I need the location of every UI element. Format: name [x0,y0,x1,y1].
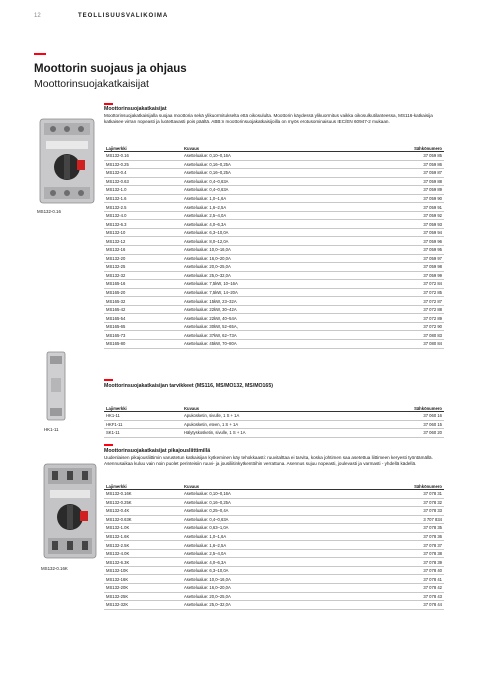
table-row [104,498,444,507]
product-code-cell: 37 072 89 [374,314,444,323]
product-code-cell: 37 080 84 [374,340,444,349]
product-code-cell: 37 072 84 [374,280,444,289]
description-cell: Asettelualue: 2,5–4,0A [182,211,374,220]
description-cell: Asettelualue: 0,4–0,63A [182,515,374,524]
product-type-cell: MS132-1.0 [104,186,182,195]
product-code-cell: 37 060 15 [374,420,444,429]
section1-heading: Moottorinsuojakatkaisijat [104,106,167,112]
table-row [104,263,444,272]
product-type-cell: MS132-2.5 [104,203,182,212]
title-accent-bar [34,53,46,55]
col-desc-header: Kuvaus [182,145,374,152]
product-type-cell: MS132-0.4K [104,507,182,516]
product-type-cell: HK1-11 [104,412,182,421]
product-type-cell: MS132-0.63 [104,177,182,186]
page-subtitle: Moottorinsuojakatkaisijat [34,78,149,90]
table-row [104,228,444,237]
page-number: 12 [34,13,41,19]
product-code-cell: 37 078 35 [374,524,444,533]
section1-accent-bar [104,103,113,105]
product-code-cell: 37 059 97 [374,254,444,263]
table-row [104,566,444,575]
description-cell: Asettelualue: 37kW, 62–73A [182,331,374,340]
product-type-cell: MS132-4.0 [104,211,182,220]
col-type-header: Lajimerkki [104,405,182,412]
product-type-cell: MS132-10K [104,566,182,575]
product-code-cell: 37 072 88 [374,305,444,314]
table-row [104,322,444,331]
product-code-cell: 37 078 37 [374,541,444,550]
col-code-header: Sähkönumero [374,405,444,412]
description-cell: Asettelualue: 0,4–0,63A [182,177,374,186]
product-type-cell: MS165-80 [104,340,182,349]
product-type-cell: MS165-65 [104,322,182,331]
product-type-cell: MS132-1.6K [104,532,182,541]
section3-accent-bar [104,444,113,446]
product-code-cell: 37 078 38 [374,549,444,558]
product-code-cell: 37 059 92 [374,211,444,220]
table-row [104,203,444,212]
hk1-11-contact-image [44,350,68,422]
product-code-cell: 37 078 39 [374,558,444,567]
product-type-cell: MS165-42 [104,305,182,314]
table-row [104,280,444,289]
product-code-cell: 37 059 89 [374,186,444,195]
table-row [104,331,444,340]
section1-table [104,145,444,349]
table-row [104,220,444,229]
table-row [104,507,444,516]
description-cell: Asettelualue: 2,5–4,0A [182,549,374,558]
product-code-cell: 37 059 85 [374,152,444,161]
table-row [104,549,444,558]
section3-heading: Moottorinsuojakatkaisijat pikajousliittimillä [104,448,211,454]
table-row [104,246,444,255]
table-row [104,575,444,584]
product-code-cell: 37 059 96 [374,237,444,246]
description-cell: Asettelualue: 30kW, 52–65A, [182,322,374,331]
product-code-cell: 37 059 93 [374,220,444,229]
description-cell: Asettelualue: 16,0–20,0A [182,254,374,263]
product-code-cell: 37 072 87 [374,297,444,306]
product-type-cell: MS165-54 [104,314,182,323]
product-code-cell: 37 078 43 [374,592,444,601]
product-code-cell: 37 060 16 [374,412,444,421]
page-title: Moottorin suojaus ja ohjaus [34,63,187,75]
description-cell: Asettelualue: 25,0–32,0A [182,271,374,280]
product-type-cell: MS132-0.25K [104,498,182,507]
description-cell: Asettelualue: 1,6–2,5A [182,541,374,550]
product-type-cell: HKF1-11 [104,420,182,429]
description-cell: Asettelualue: 8,0–12,0A [182,237,374,246]
product-type-cell: MS132-0.25 [104,160,182,169]
description-cell: Asettelualue: 20,0–25,0A [182,592,374,601]
table-row [104,305,444,314]
description-cell: Asettelualue: 0,16–0,25A [182,169,374,178]
product-code-cell: 3 707 834 [374,515,444,524]
product-code-cell: 37 072 85 [374,288,444,297]
table-row [104,541,444,550]
description-cell: Asettelualue: 22kW, 40–54A [182,314,374,323]
table-row [104,271,444,280]
description-cell: Asettelualue: 1,6–2,5A [182,203,374,212]
description-cell: Asettelualue: 0,4–0,63A [182,186,374,195]
description-cell: Asettelualue: 0,25–0,4A [182,507,374,516]
product-code-cell: 37 059 99 [374,271,444,280]
running-title: TEOLLISUUSVALIKOIMA [78,13,169,19]
product-code-cell: 37 059 88 [374,177,444,186]
table-row [104,592,444,601]
table-row [104,532,444,541]
product-code-cell: 37 072 90 [374,322,444,331]
table-row [104,490,444,499]
description-cell: Asettelualue: 0,16–0,25A [182,160,374,169]
description-cell: Asettelualue: 16,0–20,0A [182,584,374,593]
product-type-cell: MS132-0.16 [104,152,182,161]
description-cell: Asettelualue: 20,0–25,0A [182,263,374,272]
description-cell: Asettelualue: 10,0–16,0A [182,246,374,255]
product-type-cell: MS132-6.3 [104,220,182,229]
section3-intro: Uudenlaisen pikajousliittimin varustetun katkaisijan kytkeminen käy tehokkaasti: ruuvitalttaa ei tarvita, koska johtimen saa asetettua liittimeen keryesti työntämällä. Asennusaikaa kuluu vain noin puolet perinteisiin ruuvi- ja jousiliitinkytkentöihin verrattuna. Asennus sujuu nopeasti, joulevasti ja varmasti - yhdellä kädellä. [104,455,433,467]
table-row [104,412,444,421]
table-row [104,211,444,220]
table-row [104,601,444,610]
product-type-cell: MS132-16K [104,575,182,584]
description-cell: Hälytyskosketin, sivulle, 1 S + 1A [182,429,374,438]
product-type-cell: MS132-20 [104,254,182,263]
table-row [104,515,444,524]
product-type-cell: MS132-20K [104,584,182,593]
product-code-cell: 37 078 36 [374,532,444,541]
ms132-k-breaker-image [40,462,100,560]
product-type-cell: SK1-11 [104,429,182,438]
table-row [104,194,444,203]
description-cell: Asettelualue: 4,0–6,3A [182,220,374,229]
product-type-cell: MS165-20 [104,288,182,297]
product-type-cell: MS132-2.5K [104,541,182,550]
table-row [104,177,444,186]
product-type-cell: MS132-0.16K [104,490,182,499]
product-type-cell: MS132-1.0K [104,524,182,533]
col-code-header: Sähkönumero [374,483,444,490]
section3-table [104,483,444,610]
description-cell: Asettelualue: 0,10–0,16A [182,152,374,161]
description-cell: Asettelualue: 45kW, 70–80A [182,340,374,349]
col-desc-header: Kuvaus [182,405,374,412]
product-code-cell: 37 059 86 [374,160,444,169]
product-type-cell: MS165-32 [104,297,182,306]
table-row [104,429,444,438]
product-code-cell: 37 080 83 [374,331,444,340]
description-cell: Asettelualue: 7,5kW, 14–20A [182,288,374,297]
table-row [104,314,444,323]
col-type-header: Lajimerkki [104,145,182,152]
product-code-cell: 37 059 94 [374,228,444,237]
product-type-cell: MS132-0.4 [104,169,182,178]
description-cell: Asettelualue: 15kW, 23–32A [182,297,374,306]
section2-heading: Moottorinsuojakatkaisijan tarvikkeet (MS116, MS/MO132, MS/MO165) [104,383,273,389]
section3-image-caption: MS132-0.16K [41,566,68,571]
table-row [104,558,444,567]
col-type-header: Lajimerkki [104,483,182,490]
description-cell: Asettelualue: 7,5kW, 10–16A [182,280,374,289]
description-cell: Asettelualue: 22kW, 30–42A [182,305,374,314]
table-row [104,152,444,161]
product-type-cell: MS132-0.63K [104,515,182,524]
product-code-cell: 37 060 20 [374,429,444,438]
product-type-cell: MS132-12 [104,237,182,246]
product-type-cell: MS132-16 [104,246,182,255]
product-type-cell: MS132-10 [104,228,182,237]
section2-image-caption: HK1-11 [44,427,59,432]
product-code-cell: 37 059 90 [374,194,444,203]
table-row [104,237,444,246]
product-code-cell: 37 059 91 [374,203,444,212]
description-cell: Asettelualue: 1,0–1,6A [182,532,374,541]
product-code-cell: 37 078 41 [374,575,444,584]
description-cell: Asettelualue: 4,0–6,3A [182,558,374,567]
description-cell: Asettelualue: 25,0–32,0A [182,601,374,610]
table-row [104,297,444,306]
product-type-cell: MS165-16 [104,280,182,289]
table-row [104,186,444,195]
section2-accent-bar [104,379,113,381]
table-row [104,584,444,593]
table-row [104,160,444,169]
product-code-cell: 37 059 87 [374,169,444,178]
description-cell: Asettelualue: 0,63–1,0A [182,524,374,533]
table-row [104,524,444,533]
product-code-cell: 37 078 40 [374,566,444,575]
table-row [104,169,444,178]
product-code-cell: 37 078 33 [374,507,444,516]
product-type-cell: MS132-32 [104,271,182,280]
product-type-cell: MS132-6.3K [104,558,182,567]
product-code-cell: 37 078 42 [374,584,444,593]
col-code-header: Sähkönumero [374,145,444,152]
product-type-cell: MS132-32K [104,601,182,610]
description-cell: Asettelualue: 6,3–10,0A [182,228,374,237]
product-type-cell: MS165-73 [104,331,182,340]
description-cell: Asettelualue: 6,3–10,0A [182,566,374,575]
description-cell: Apukosketin, sivulle, 1 S + 1A [182,412,374,421]
product-code-cell: 37 059 95 [374,246,444,255]
description-cell: Apukosketin, eteen, 1 S + 1A [182,420,374,429]
section1-image-caption: MS132-0.16 [37,209,61,214]
product-code-cell: 37 078 32 [374,498,444,507]
table-row [104,420,444,429]
description-cell: Asettelualue: 0,10–0,16A [182,490,374,499]
table-row [104,254,444,263]
product-code-cell: 37 078 31 [374,490,444,499]
product-type-cell: MS132-1.6 [104,194,182,203]
product-code-cell: 37 059 98 [374,263,444,272]
col-desc-header: Kuvaus [182,483,374,490]
description-cell: Asettelualue: 10,0–16,0A [182,575,374,584]
product-type-cell: MS132-25 [104,263,182,272]
section2-table [104,405,444,438]
section1-intro: Moottorinsuojakatkaisijalla suojaa moottoria sekä ylikuormitukselta että oikosululta. Moottorin käydessä ylikuormitus vaikka oikosulkutilanteessa, MS116-katkaisija katkaisee virran nopeasti ja luotettavasti pois päältä. ABB:n moottorinsuojakatkaisijoilla on myös erotusominaisuus IEC/EN 60947-2 mukaan. [104,113,433,125]
product-code-cell: 37 078 44 [374,601,444,610]
ms132-breaker-image [36,115,98,205]
description-cell: Asettelualue: 1,0–1,6A [182,194,374,203]
table-row [104,288,444,297]
table-row [104,340,444,349]
description-cell: Asettelualue: 0,16–0,25A [182,498,374,507]
product-type-cell: MS132-25K [104,592,182,601]
product-type-cell: MS132-4.0K [104,549,182,558]
